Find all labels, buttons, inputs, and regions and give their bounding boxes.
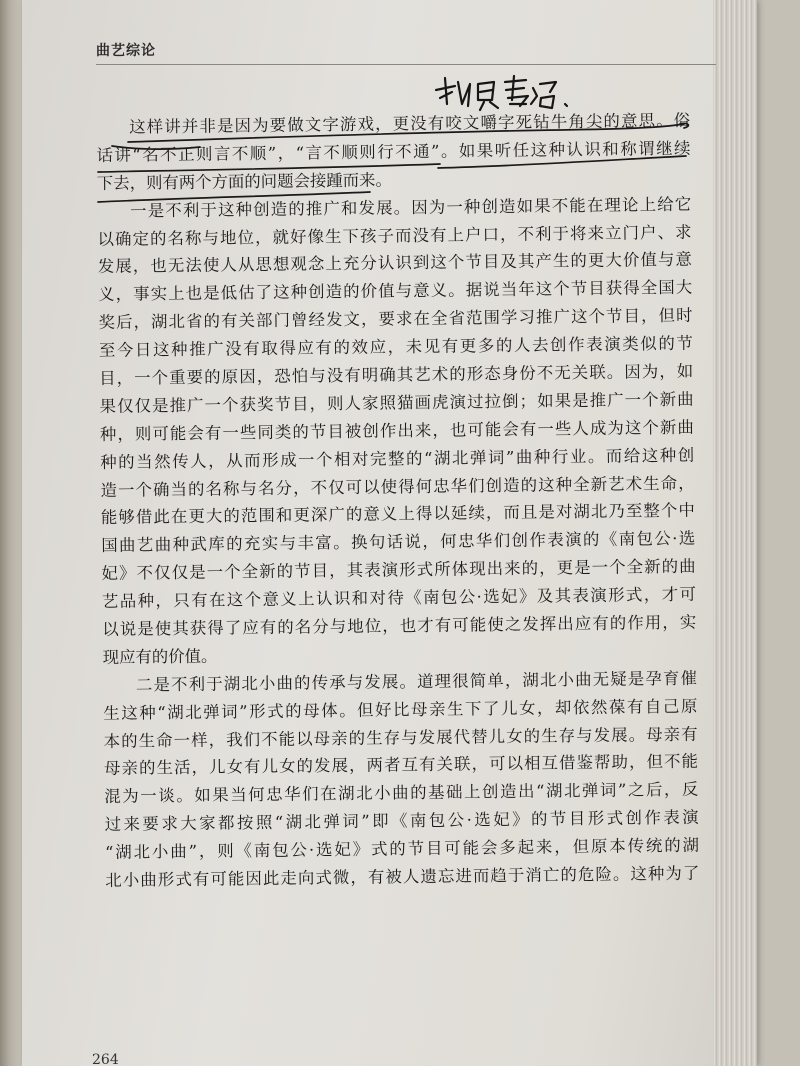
text-line: 二是不利于湖北小曲的传承与发展。道理很简单，湖北小曲无疑是孕育催	[135, 668, 698, 695]
text-line: 混为一谈。如果当何忠华们在湖北小曲的基础上创造出“湖北弹词”之后，反	[104, 780, 699, 807]
text-line: 国曲艺曲种武库的充实与丰富。换句话说，何忠华们创作表演的《南包公·选	[101, 529, 696, 556]
text-line: 现应有的价值。	[102, 646, 218, 667]
text-line: 义，事实上也是低估了这种创造的价值与意义。据说当年这个节目获得全国大	[98, 278, 693, 305]
text-line: 果仅仅是推广一个获奖节目，则人家照猫画虎演过拉倒；如果是推广一个新曲	[99, 389, 694, 416]
text-line: 至今日这种推广没有取得应有的效应，未见有更多的人去创作表演类似的节	[98, 333, 693, 361]
text-line: 奖后，湖北省的有关部门曾经发文，要求在全省范围学习推广这个节目，但时	[98, 305, 693, 333]
text-line: 造一个确当的名称与名分，不仅可以使得何忠华们创造的这种全新艺术生命，	[100, 473, 695, 500]
header-rule	[96, 64, 716, 65]
text-line: 北小曲形式有可能因此走向式微，有被人遗忘进而趋于消亡的危险。这种为了	[105, 863, 700, 890]
text-line: 目，一个重要的原因，恐怕与没有明确其艺术的形态身份不无关联。因为，如	[99, 361, 694, 388]
text-line: 以说是使其获得了应有的名分与地位，也才有可能使之发挥出应有的作用，实	[102, 612, 697, 639]
text-line: 这样讲并非是因为要做文字游戏，更没有咬文嚼字死钻牛角尖的意思。俗	[129, 110, 691, 137]
text-line: 发展，也无法使人从思想观念上充分认识到这个节目及其产生的更大价值与意	[97, 250, 692, 277]
text-line: 下去，则有两个方面的问题会接踵而来。	[96, 170, 392, 193]
text-line: 本的生命一样，我们不能以母亲的生存与发展代替儿女的生存与发展。母亲有	[103, 724, 698, 751]
page-number: 264	[92, 1052, 119, 1066]
text-line: 以确定的名称与地位，就好像生下孩子而没有上户口，不利于将来立门户、求	[97, 222, 692, 249]
text-line: 种，则可能会有一些同类的节目被创作出来，也可能会有一些人成为这个新曲	[99, 417, 694, 444]
text-line: 艺品种，只有在这个意义上认识和对待《南包公·选妃》及其表演形式，才可	[101, 584, 697, 612]
text-line: “湖北小曲”，则《南包公·选妃》式的节目可能会多起来，但原本传统的湖	[104, 835, 700, 863]
text-line: 种的当然传人，从而形成一个相对完整的“湖北弹词”曲种行业。而给这种创	[100, 445, 695, 472]
text-line: 过来要求大家都按照“湖北弹词”即《南包公·选妃》的节目形式创作表演	[104, 807, 699, 835]
text-line: 妃》不仅仅是一个全新的节目，其表演形式所体现出来的，更是一个全新的曲	[101, 556, 696, 584]
running-header: 曲艺综论	[96, 43, 156, 59]
page-stack-edge	[713, 0, 757, 1066]
text-line: 一是不利于这种创造的推广和发展。因为一种创造如果不能在理论上给它	[130, 194, 692, 221]
text-line: 生这种“湖北弹词”形式的母体。但好比母亲生下了儿女，却依然葆有自己原	[103, 696, 698, 723]
text-line: 母亲的生活，儿女有儿女的发展，两者互有关联，可以相互借鉴帮助，但不能	[103, 752, 699, 779]
text-line: 能够借此在更大的范围和更深广的意义上得以延续，而且是对湖北乃至整个中	[100, 501, 696, 528]
body-text	[96, 107, 699, 895]
text-line: 话讲“名不正则言不顺”，“言不顺则行不通”。如果听任这种认识和称谓继续	[96, 138, 691, 165]
